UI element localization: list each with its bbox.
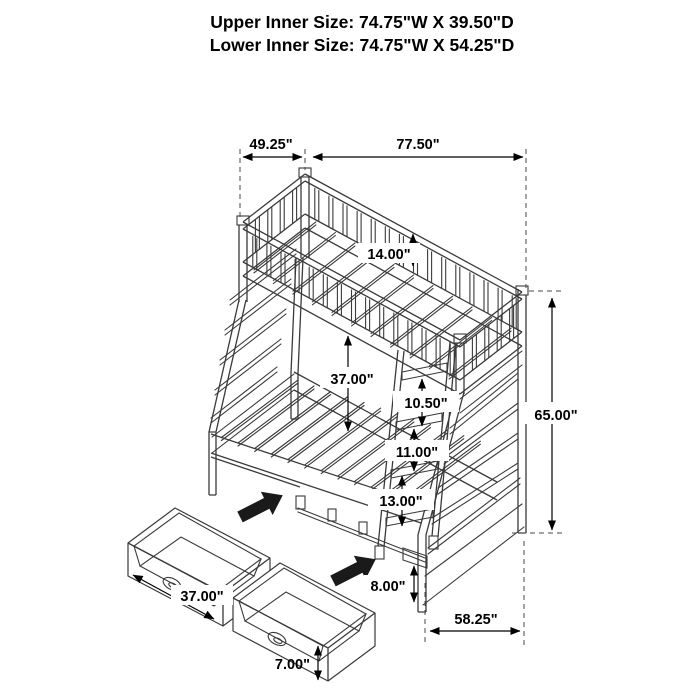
ladder-left-foot [375, 546, 384, 559]
left-end-slats [255, 188, 296, 253]
dim-bunk-spacing [320, 336, 384, 431]
guard-rail-height-label: 14.00" [367, 247, 411, 263]
upper-bunk [237, 168, 522, 394]
bunk-spacing-label: 37.00" [330, 372, 374, 388]
under-bed-clearance-label: 8.00" [370, 579, 406, 595]
dim-under-bed-clearance [364, 566, 414, 602]
dim-bed-depth [430, 612, 520, 631]
ladder-step-2-label: 11.00" [395, 445, 439, 461]
ladder-step-3-label: 13.00" [379, 494, 423, 510]
overall-height-label: 65.00" [534, 408, 578, 424]
lower-inner-size-text: Lower Inner Size: 74.75"W X 54.25"D [209, 35, 515, 55]
ladder-step-1-label: 10.50" [404, 396, 448, 412]
drawer-glide-rail [298, 508, 425, 562]
upper-inner-size-text: Upper Inner Size: 74.75"W X 39.50"D [210, 12, 514, 32]
dim-overall-height [521, 298, 589, 530]
dim-bed-length [313, 137, 523, 157]
insert-direction-arrow-icon-1 [234, 484, 289, 529]
rear-left-leg [291, 258, 303, 419]
bed-length-label: 77.50" [396, 137, 440, 153]
dim-upper-depth-span [243, 137, 302, 157]
bed-depth-label: 58.25" [454, 612, 498, 628]
front-left-leg [209, 300, 246, 495]
front-rail-slats [253, 236, 454, 377]
drawer-height-label: 7.00" [274, 657, 310, 673]
title-block [210, 12, 514, 55]
upper-depth-span-label: 49.25" [249, 137, 293, 153]
bed-drawing [209, 168, 528, 612]
drawer-width-label: 37.00" [180, 589, 224, 605]
